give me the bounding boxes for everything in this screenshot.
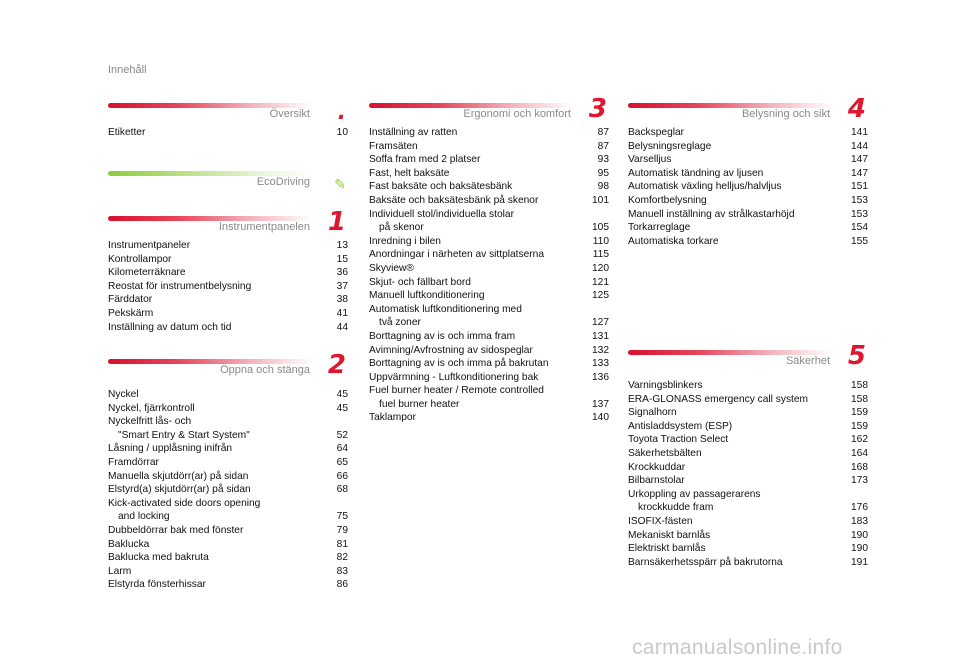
section-ecodriving[interactable] (108, 168, 348, 194)
entry-page-number: 154 (851, 222, 868, 234)
toc-entry[interactable] (369, 235, 609, 249)
entry-page-number: 164 (851, 447, 868, 459)
entry-page-number: 183 (851, 515, 868, 527)
entry-page-number: 10 (336, 127, 348, 138)
entry-title: Instrumentpaneler (108, 240, 191, 251)
entry-title: Borttagning av is och imma på bakrutan (369, 358, 549, 370)
toc-entry[interactable] (628, 208, 868, 222)
entry-page-number: 41 (336, 307, 348, 319)
toc-entry[interactable] (369, 411, 609, 425)
entry-title: Mekaniskt barnlås (628, 529, 711, 541)
toc-entry[interactable] (628, 393, 868, 407)
entry-page-number: 13 (336, 240, 348, 251)
entry-title: Dubbeldörrar bak med fönster (108, 524, 244, 536)
entry-title: Borttagning av is och imma fram (369, 330, 516, 342)
entry-title: Toyota Traction Select (628, 434, 729, 446)
toc-entry[interactable] (108, 266, 348, 280)
entry-page-number: 87 (597, 127, 609, 138)
entry-title-continued: fuel burner heater (379, 398, 460, 410)
leaf-icon: ✎ (334, 177, 346, 193)
entry-page-number: 176 (851, 502, 868, 514)
entry-page-number: 66 (336, 470, 348, 482)
entry-page-number: 68 (336, 484, 348, 496)
entry-title: Manuella skjutdörr(ar) på sidan (108, 470, 249, 482)
entry-page-number: 44 (336, 321, 348, 333)
entry-page-number: 75 (336, 511, 348, 523)
toc-entry[interactable] (628, 529, 868, 543)
toc-entry[interactable] (108, 239, 348, 253)
section-header (369, 94, 609, 126)
entry-title: Baksäte och baksätesbänk på skenor (369, 194, 539, 206)
entry-title: Skjut- och fällbart bord (369, 276, 471, 288)
toc-entry[interactable] (628, 126, 868, 140)
entry-title: Individuell stol/individuella stolar (369, 208, 514, 220)
entry-page-number: 83 (336, 565, 348, 577)
toc-entry[interactable] (108, 470, 348, 484)
entry-page-number: 64 (336, 443, 348, 455)
entry-page-number: 153 (851, 208, 868, 220)
entry-page-number: 121 (592, 276, 609, 288)
toc-entry[interactable] (628, 140, 868, 154)
entry-title-continued: två zoner (379, 317, 421, 329)
toc-entry[interactable] (628, 542, 868, 556)
toc-entry[interactable] (108, 307, 348, 321)
entry-title: Larm (108, 565, 132, 577)
entry-title: Avimning/Avfrostning av sidospeglar (369, 344, 533, 356)
entry-title: Inställning av ratten (369, 127, 458, 138)
toc-entry[interactable] (628, 474, 868, 488)
entry-title: Framdörrar (108, 456, 159, 468)
section-ergonomi-och-komfort (369, 94, 609, 425)
toc-entry[interactable] (628, 180, 868, 194)
entry-title: Signalhorn (628, 407, 677, 419)
toc-entry[interactable] (108, 442, 348, 456)
page-title: Innehåll (108, 64, 147, 76)
toc-entry[interactable] (369, 126, 609, 140)
watermark: carmanualsonline.info (632, 636, 843, 659)
entry-page-number: 93 (597, 154, 609, 166)
section-oversikt (108, 100, 348, 140)
entry-page-number: 15 (336, 253, 348, 265)
toc-entry[interactable] (369, 371, 609, 385)
entry-title: Komfortbelysning (628, 194, 707, 206)
toc-entry[interactable] (628, 406, 868, 420)
toc-entry[interactable] (108, 497, 348, 524)
entry-title: Skyview® (369, 262, 414, 274)
toc-entry[interactable] (628, 461, 868, 475)
entry-title: Manuell inställning av strålkastarhöjd (628, 208, 795, 220)
entry-title: Nyckelfritt lås- och (108, 416, 192, 428)
entry-title: Nyckel, fjärrkontroll (108, 402, 195, 414)
entry-title: Reostat för instrumentbelysning (108, 280, 252, 292)
entry-title: Bilbarnstolar (628, 475, 685, 487)
entry-title: Automatiska torkare (628, 235, 719, 247)
entry-page-number: 110 (592, 235, 609, 247)
toc-entry[interactable] (628, 420, 868, 434)
toc-entry[interactable] (628, 221, 868, 235)
entry-title-continued: krockkudde fram (638, 502, 714, 514)
entry-title: Soffa fram med 2 platser (369, 154, 481, 166)
toc-entry[interactable] (108, 483, 348, 497)
entry-list (108, 239, 348, 334)
entry-title: Barnsäkerhetsspärr på bakrutorna (628, 556, 783, 568)
section-header (628, 341, 868, 373)
entry-title: Automatisk tändning av ljusen (628, 167, 764, 179)
toc-entry[interactable] (369, 303, 609, 330)
section-sakerhet (628, 341, 868, 569)
section-header (108, 168, 348, 194)
entry-title: Krockkuddar (628, 461, 686, 473)
section-header (108, 207, 348, 239)
toc-entry[interactable] (108, 321, 348, 335)
entry-page-number: 168 (851, 461, 868, 473)
entry-page-number: 140 (592, 412, 609, 424)
toc-entry[interactable] (369, 276, 609, 290)
entry-title: Taklampor (369, 412, 416, 424)
toc-entry[interactable] (108, 551, 348, 565)
entry-title: Uppvärmning - Luftkonditionering bak (369, 371, 539, 383)
toc-entry[interactable] (369, 357, 609, 371)
entry-title-continued: på skenor (379, 222, 424, 234)
toc-entry[interactable] (369, 180, 609, 194)
toc-entry[interactable] (369, 140, 609, 154)
section-title: Ergonomi och komfort (463, 108, 571, 120)
entry-title: Låsning / upplåsning inifrån (108, 443, 233, 455)
section-number: 3 (588, 94, 607, 124)
section-number: 1 (327, 207, 346, 237)
entry-page-number: 79 (336, 524, 348, 536)
entry-page-number: 136 (592, 371, 609, 383)
entry-title: Framsäten (369, 140, 418, 152)
section-number: 4 (847, 94, 866, 124)
entry-title: ISOFIX-fästen (628, 515, 693, 527)
entry-page-number: 125 (592, 290, 609, 302)
toc-entry[interactable] (108, 456, 348, 470)
entry-page-number: 144 (851, 140, 868, 152)
entry-page-number: 141 (851, 127, 868, 138)
section-oppna-och-stanga (108, 350, 348, 592)
toc-entry[interactable] (369, 248, 609, 262)
entry-page-number: 45 (336, 389, 348, 400)
entry-page-number: 45 (336, 402, 348, 414)
entry-title: Pekskärm (108, 307, 154, 319)
entry-page-number: 127 (592, 317, 609, 329)
entry-page-number: 65 (336, 456, 348, 468)
entry-page-number: 86 (336, 579, 348, 591)
entry-page-number: 190 (851, 529, 868, 541)
toc-entry[interactable] (628, 433, 868, 447)
entry-list (628, 126, 868, 248)
entry-page-number: 162 (851, 434, 868, 446)
section-title: Säkerhet (785, 355, 830, 367)
entry-title: Färddator (108, 294, 153, 306)
entry-page-number: 147 (851, 154, 868, 166)
section-title: Instrumentpanelen (218, 221, 310, 233)
section-belysning-och-sikt (628, 94, 868, 248)
entry-title: Belysningsreglage (628, 140, 712, 152)
entry-page-number: 190 (851, 543, 868, 555)
entry-page-number: 52 (336, 429, 348, 441)
toc-entry[interactable] (369, 384, 609, 411)
toc-entry[interactable] (108, 293, 348, 307)
entry-page-number: 158 (851, 380, 868, 391)
toc-entry[interactable] (369, 194, 609, 208)
toc-entry[interactable] (108, 524, 348, 538)
toc-entry[interactable] (628, 167, 868, 181)
entry-page-number: 105 (592, 222, 609, 234)
entry-title: Manuell luftkonditionering (369, 290, 485, 302)
section-header (108, 350, 348, 382)
entry-page-number: 120 (592, 262, 609, 274)
section-number: 2 (327, 350, 346, 380)
toc-entry[interactable] (369, 344, 609, 358)
toc-entry[interactable] (369, 167, 609, 181)
toc-entry[interactable] (369, 330, 609, 344)
entry-page-number: 38 (336, 294, 348, 306)
entry-title: Elstyrda fönsterhissar (108, 579, 206, 591)
entry-title: Fuel burner heater / Remote controlled (369, 385, 544, 397)
section-title: Översikt (269, 108, 310, 120)
entry-title: Fast, helt baksäte (369, 167, 450, 179)
entry-title: Automatisk luftkonditionering med (369, 303, 522, 315)
entry-title: Inställning av datum och tid (108, 321, 232, 333)
toc-entry[interactable] (369, 289, 609, 303)
toc-entry[interactable] (628, 488, 868, 515)
entry-title: Varselljus (628, 154, 672, 166)
entry-title: Kilometerräknare (108, 267, 186, 279)
toc-entry[interactable] (108, 253, 348, 267)
section-title: EcoDriving (256, 176, 310, 188)
entry-page-number: 36 (336, 267, 348, 279)
toc-entry[interactable] (108, 402, 348, 416)
entry-title: Varningsblinkers (628, 380, 703, 391)
entry-list (108, 126, 348, 140)
entry-title: Fast baksäte och baksätesbänk (369, 181, 513, 193)
section-number: 5 (847, 341, 866, 371)
toc-entry[interactable] (369, 262, 609, 276)
entry-title: Torkarreglage (628, 222, 691, 234)
section-header (108, 100, 348, 126)
section-title: Öppna och stänga (220, 364, 310, 376)
entry-page-number: 132 (592, 344, 609, 356)
entry-page-number: 82 (336, 552, 348, 564)
entry-title: Elstyrd(a) skjutdörr(ar) på sidan (108, 484, 251, 496)
entry-title: Inredning i bilen (369, 235, 441, 247)
entry-page-number: 131 (592, 330, 609, 342)
toc-entry[interactable] (628, 515, 868, 529)
toc-entry[interactable] (108, 538, 348, 552)
entry-title: Urkoppling av passagerarens (628, 488, 761, 500)
entry-title: Antisladdsystem (ESP) (628, 420, 733, 432)
toc-entry[interactable] (628, 379, 868, 393)
entry-page-number: 87 (597, 140, 609, 152)
toc-entry[interactable] (628, 556, 868, 570)
toc-entry[interactable] (369, 153, 609, 167)
entry-title: Kontrollampor (108, 253, 172, 265)
entry-page-number: 173 (851, 475, 868, 487)
entry-title: Baklucka med bakruta (108, 552, 209, 564)
section-title: Belysning och sikt (741, 108, 830, 120)
entry-title: Backspeglar (628, 127, 685, 138)
entry-title: ERA-GLONASS emergency call system (628, 393, 809, 405)
toc-entry[interactable] (628, 153, 868, 167)
entry-page-number: 98 (597, 181, 609, 193)
entry-title: Kick-activated side doors opening (108, 497, 261, 509)
entry-list (369, 126, 609, 425)
toc-entry[interactable] (108, 415, 348, 442)
toc-entry[interactable] (108, 126, 348, 140)
entry-title: Anordningar i närheten av sittplatserna (369, 249, 544, 261)
entry-title: Automatisk växling helljus/halvljus (628, 181, 782, 193)
entry-page-number: 147 (851, 167, 868, 179)
entry-title: Nyckel (108, 389, 139, 400)
toc-entry[interactable] (369, 208, 609, 235)
entry-page-number: 159 (851, 420, 868, 432)
entry-title-continued: and locking (118, 511, 170, 523)
entry-title: Säkerhetsbälten (628, 447, 702, 459)
entry-title: Etiketter (108, 127, 146, 138)
entry-page-number: 158 (851, 393, 868, 405)
section-header (628, 94, 868, 126)
entry-page-number: 153 (851, 194, 868, 206)
entry-title: Elektriskt barnlås (628, 543, 706, 555)
toc-entry[interactable] (628, 447, 868, 461)
entry-page-number: 159 (851, 407, 868, 419)
section-number: . (337, 100, 346, 125)
entry-page-number: 115 (592, 249, 609, 261)
toc-entry[interactable] (108, 388, 348, 402)
entry-page-number: 133 (592, 358, 609, 370)
entry-page-number: 95 (597, 167, 609, 179)
entry-page-number: 81 (336, 538, 348, 550)
entry-page-number: 101 (592, 194, 609, 206)
entry-page-number: 137 (592, 398, 609, 410)
entry-page-number: 151 (851, 181, 868, 193)
toc-entry[interactable] (628, 194, 868, 208)
section-instrumentpanelen (108, 207, 348, 334)
entry-page-number: 37 (336, 280, 348, 292)
toc-entry[interactable] (108, 565, 348, 579)
entry-list (108, 388, 348, 592)
toc-entry[interactable] (628, 235, 868, 249)
entry-title: Baklucka (108, 538, 150, 550)
entry-list (628, 379, 868, 569)
entry-title-continued: "Smart Entry & Start System" (118, 429, 250, 441)
entry-page-number: 191 (851, 556, 868, 568)
entry-page-number: 155 (851, 235, 868, 247)
toc-entry[interactable] (108, 280, 348, 294)
toc-entry[interactable] (108, 578, 348, 592)
